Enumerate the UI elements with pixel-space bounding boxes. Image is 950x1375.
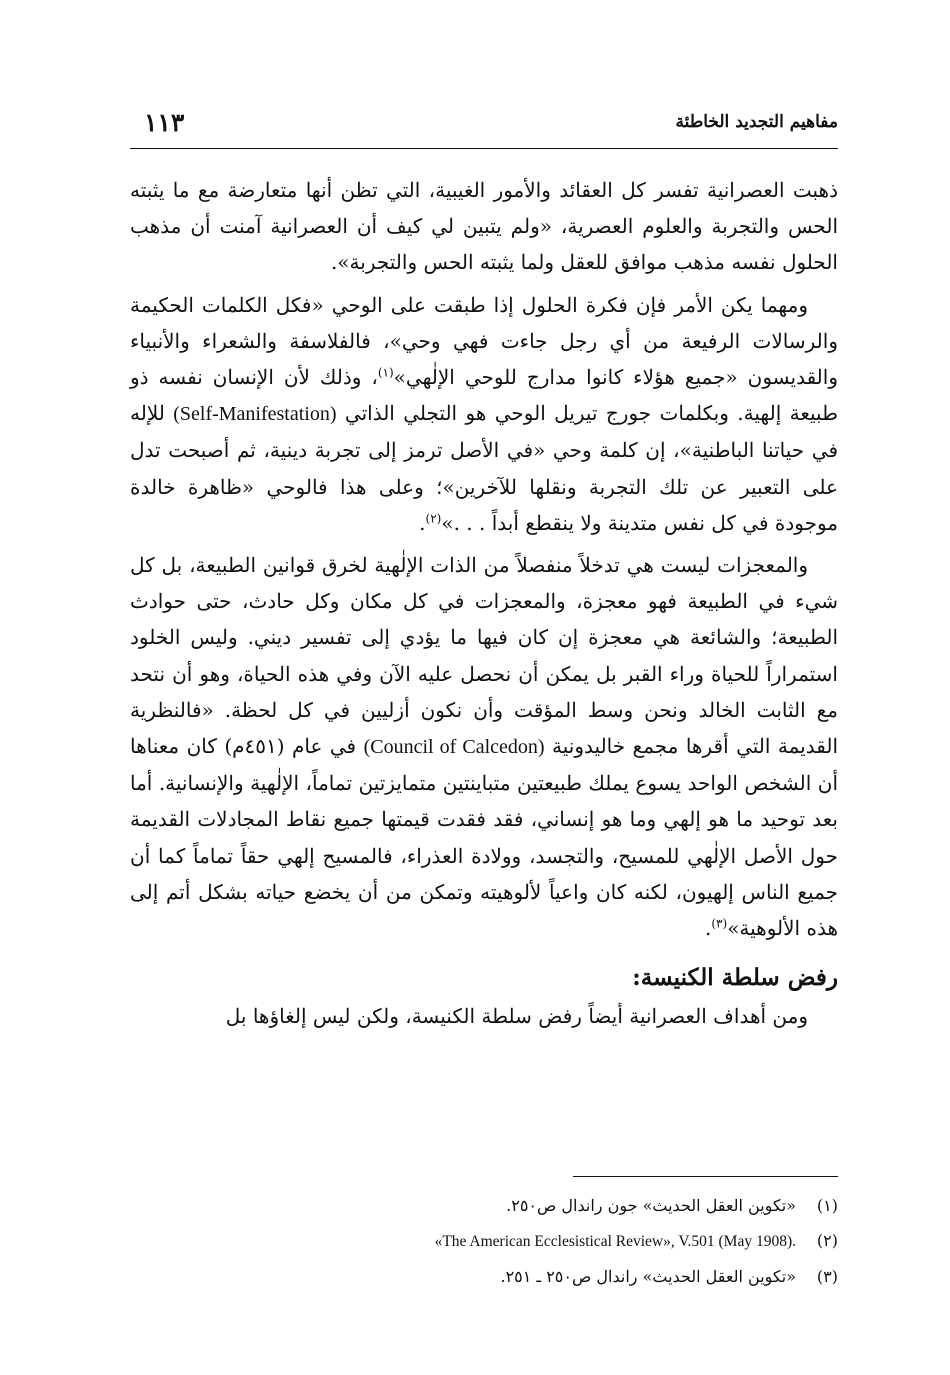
paragraph-4-text: ومن أهداف العصرانية أيضاً رفض سلطة الكنيسة، ولكن ليس إلغاؤها بل xyxy=(225,1004,808,1029)
footnote-2-number: (٢) xyxy=(816,1231,838,1250)
footnote-3-text: «تكوين العقل الحديث» راندال ص٢٥٠ ـ ٢٥١. xyxy=(500,1267,796,1286)
paragraph-2-text-a: ومهما يكن الأمر فإن فكرة الحلول إذا طبقت على الوحي «فكل الكلمات الحكيمة والرسالات الرفيعة من أي رجل جاءت فهي وحي»، فالفلاسفة والشعراء والأنبياء والقديسون «جميع هؤلاء كانوا مدارج للوحي الإلٰهي» xyxy=(130,292,838,390)
footnote-ref-3: (٣) xyxy=(711,916,728,931)
paragraph-3-end: . xyxy=(705,916,712,941)
header-divider xyxy=(130,148,838,149)
section-heading: رفض سلطة الكنيسة: xyxy=(632,964,838,992)
paragraph-2 xyxy=(130,287,838,541)
paragraph-2-end: . xyxy=(419,510,426,535)
paragraph-1-text: ذهبت العصرانية تفسر كل العقائد والأمور الغيبية، التي تظن أنها متعارضة مع ما يثبته الحس والتجربة والعلوم العصرية، «ولم يتبين لي كيف أن العصرانية آمنت أن مذهب الحلول نفسه مذهب موافق للعقل ولما يثبته الحس والتجربة». xyxy=(130,178,838,275)
paragraph-3 xyxy=(130,547,838,946)
footnotes xyxy=(130,1188,838,1294)
footnote-3-number: (٣) xyxy=(816,1267,838,1286)
paragraph-2-text-b: ، وذلك لأن الإنسان نفسه ذو طبيعة إلهية. وبكلمات جورج تيريل الوحي هو التجلي الذاتي xyxy=(130,365,839,426)
footnote-3 xyxy=(130,1259,838,1294)
footnote-1 xyxy=(130,1188,838,1223)
latin-term-council: (Council of Calcedon) xyxy=(363,736,545,759)
page-number: ١١٣ xyxy=(144,108,185,137)
footnote-divider xyxy=(573,1176,838,1177)
paragraph-3-text-a: والمعجزات ليست هي تدخلاً منفصلاً من الذات الإلٰهية لخرق قوانين الطبيعة، بل كل شيء في الطبيعة فهو معجزة، والمعجزات في كل مكان وكل حادث، حتى حوادث الطبيعة؛ والشائعة هي معجزة إن كان فيها ما يؤدي إلى تفسير ديني. وليس الخلود استمراراً للحياة وراء القبر بل يمكن أن نحصل عليه الآن وفي هذه الحياة، وهو أن نتحد مع الثابت الخالد ونحن وسط المؤقت وأن نكون أزليين في كل لحظة. «فالنظرية القديمة التي أقرها مجمع خاليدونية xyxy=(130,553,839,759)
running-title: مفاهيم التجديد الخاطئة xyxy=(675,112,838,132)
body-text xyxy=(130,172,838,1034)
paragraph-3-text-b: في عام (٤٥١م) كان معناها أن الشخص الواحد يسوع يملك طبيعتين متباينتين متمايزتين تماماً، الإلٰهية والإنسانية. أما بعد توحيد ما هو إلهي وما هو إنساني، فقد فقدت قيمتها جميع نقاط المجادلات القديمة حول الأصل الإلٰهي للمسيح، والتجسد، وولادة العذراء، فالمسيح إلهي حقاً تماماً كما أن جميع الناس إلهيون، لكنه كان واعياً لألوهيته وتمكن من أن يخضع حياته بشكل أتم إلى هذه الألوهية» xyxy=(130,734,838,941)
footnote-1-number: (١) xyxy=(816,1196,838,1215)
footnote-ref-1: (١) xyxy=(377,365,394,380)
paragraph-4 xyxy=(130,998,838,1034)
footnote-2-text: «The American Ecclesistical Review», V.501 (May 1908). xyxy=(434,1233,796,1250)
running-head xyxy=(130,108,838,144)
paragraph-2-text-c: للإله في حياتنا الباطنية»، إن كلمة وحي «في الأصل ترمز إلى تجربة دينية، ثم أصبحت تدل على التعبير عن تلك التجربة ونقلها للآخرين»؛ وعلى هذا فالوحي «ظاهرة خالدة موجودة في كل نفس متدينة ولا ينقطع أبداً . . .» xyxy=(130,401,838,535)
footnote-2 xyxy=(130,1223,838,1259)
paragraph-1 xyxy=(130,172,838,281)
footnote-1-text: «تكوين العقل الحديث» جون راندال ص٢٥٠. xyxy=(506,1196,796,1215)
footnote-ref-2: (٢) xyxy=(425,511,442,526)
latin-term-self-manifestation: (Self-Manifestation) xyxy=(173,403,337,426)
